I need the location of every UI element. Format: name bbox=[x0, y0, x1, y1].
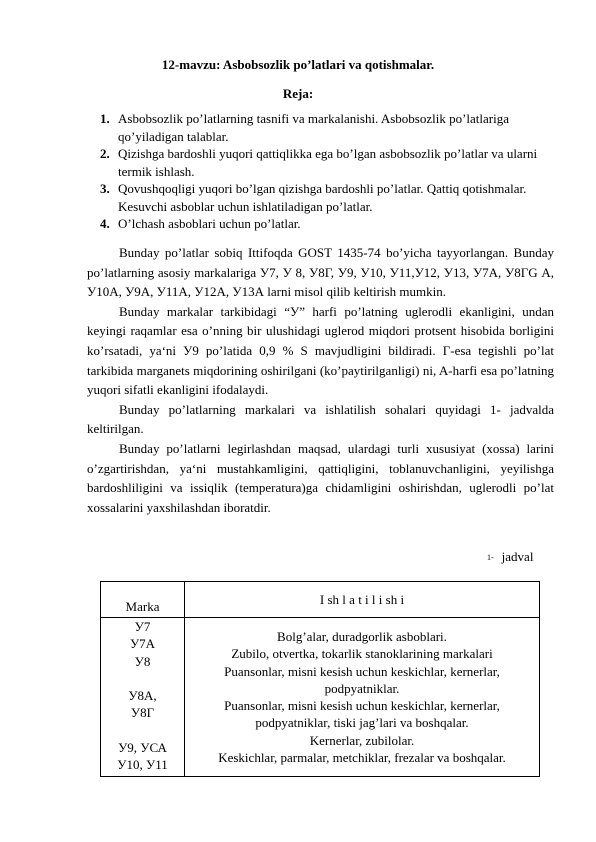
plan-item bbox=[100, 110, 560, 145]
plan-item-number: 1. bbox=[100, 111, 110, 126]
steel-usage-table bbox=[100, 581, 540, 777]
header-ishlatilishi: I sh l a t i l i sh i bbox=[185, 582, 540, 618]
usage-item: Puansonlar, misni kesish uchun keskichlar, kernerlar, podpyatniklar. bbox=[224, 663, 500, 696]
mark-item: У7А bbox=[129, 636, 156, 652]
usage-item: Zubilo, otvertka, tokarlik stanoklarining markalari bbox=[231, 646, 493, 662]
plan-item-number: 2. bbox=[100, 146, 110, 161]
mark-item: У7 bbox=[134, 619, 151, 634]
mark-item: У10, У11 bbox=[117, 757, 168, 773]
usage-item: Kernerlar, zubilolar. bbox=[309, 732, 415, 748]
body-text bbox=[87, 243, 554, 517]
mark-spacer bbox=[101, 670, 184, 687]
table-caption-label: jadval bbox=[501, 549, 534, 564]
plan-list bbox=[100, 110, 560, 233]
marks-cell bbox=[101, 618, 185, 777]
usage-item: Keskichlar, parmalar, metchiklar, frezalar va boshqalar. bbox=[218, 750, 506, 766]
plan-item-number: 3. bbox=[100, 181, 110, 196]
plan-item-text: O’lchash asboblari uchun po’latlar. bbox=[118, 216, 301, 231]
mark-item: У8Г bbox=[130, 705, 155, 721]
header-marka: Marka bbox=[101, 582, 185, 618]
plan-item bbox=[100, 145, 560, 180]
plan-item-text: Qizishga bardoshli yuqori qattiqlikka ega bo’lgan asbobsozlik po’latlar va ularni termik ishlash. bbox=[118, 146, 538, 179]
plan-item-number: 4. bbox=[100, 216, 110, 231]
mark-item: У8А, bbox=[128, 688, 157, 704]
plan-item bbox=[100, 215, 560, 233]
plan-heading: Reja: bbox=[282, 86, 314, 101]
table-caption bbox=[487, 549, 533, 565]
usage-item: Puansonlar, misni kesish uchun keskichlar, kernerlar, podpyatniklar, tiski jag’lari va boshqalar. bbox=[224, 698, 500, 731]
table-header-row bbox=[101, 582, 540, 618]
mark-item: У8 bbox=[134, 653, 151, 669]
paragraph: Bunday po’latlarni legirlashdan maqsad, ulardagi turli xususiyat (xossa) larini o’zgartirishdan, ya‘ni mustahkamligini, qattiqligini, toblanuvchanligini, yeyilishga bardoshliligini va issiqlik (temperatura)ga chidamligini oshirishdan, uglerodli po’lat xossalarini yaxshilashdan iboratdir. bbox=[87, 440, 554, 515]
paragraph: Bunday po’latlar sobiq Ittifoqda GOST 1435-74 bo’yicha tayyorlangan. Bunday po’latlarning asosiy markalariga У7, У 8, У8Г, У9, У10, У11,У12, У13, У7А, У8ГG А, У10А, У9А, У11А, У12А, У13А larni misol qilib keltirish mumkin. bbox=[87, 245, 554, 300]
table-caption-number: 1- bbox=[487, 553, 494, 562]
plan-item-text: Asbobsozlik po’latlarning tasnifi va markalanishi. Asbobsozlik po’latlariga qo’yiladigan talablar. bbox=[118, 111, 510, 144]
usage-item: Bolg’alar, duradgorlik asboblari. bbox=[277, 629, 447, 644]
table-row bbox=[101, 618, 540, 777]
paragraph: Bunday markalar tarkibidagi “У” harfi po’latning uglerodli ekanligini, undan keyingi raqamlar esa o’nning bir ulushidagi uglerod miqdori protsent hisobida borligini ko’rsatadi, ya‘ni У9 po’latida 0,9 % S mavjudligini bildiradi. Г-esa tegishli po’lat tarkibida marganets miqdorining oshirilgani (ko’paytirilganligi) ni, A-harfi esa po’latning yuqori sifatli ekanligini ifodalaydi. bbox=[87, 303, 554, 398]
page-title: 12-mavzu: Asbobsozlik po’latlari va qotishmalar. bbox=[161, 57, 435, 72]
plan-item-text: Qovushqoqligi yuqori bo’lgan qizishga bardoshli po’latlar. Qattiq qotishmalar. Kesuvchi asboblar uchun ishlatiladigan po’latlar. bbox=[118, 181, 527, 214]
uses-cell bbox=[185, 618, 540, 777]
plan-item bbox=[100, 180, 560, 215]
mark-item: У9, УСА bbox=[118, 740, 167, 756]
mark-spacer bbox=[101, 722, 184, 739]
paragraph: Bunday po’latlarning markalari va ishlatilish sohalari quyidagi 1- jadvalda keltirilgan. bbox=[87, 401, 554, 437]
